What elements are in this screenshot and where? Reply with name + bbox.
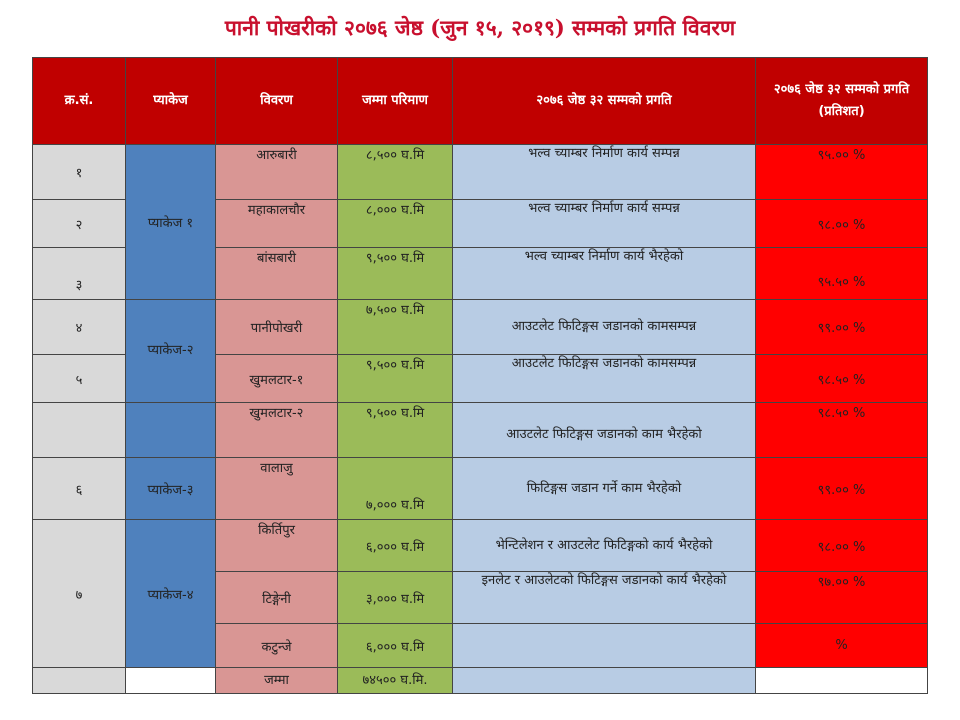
progress-cell: भेन्टिलेशन र आउटलेट फिटिङ्गको कार्य भैरहेको [453, 520, 756, 572]
table-row [33, 403, 928, 458]
quantity-cell: ८,००० घ.मि [338, 200, 453, 248]
sn-cell: ५ [33, 355, 126, 403]
quantity-cell: ७,५०० घ.मि [338, 300, 453, 355]
quantity-cell: ९,५०० घ.मि [338, 403, 453, 458]
percent-cell: ९५.५० % [756, 248, 928, 300]
sn-cell: २ [33, 200, 126, 248]
package-cell [126, 403, 216, 458]
progress-cell: भल्व च्याम्बर निर्माण कार्य सम्पन्न [453, 200, 756, 248]
quantity-cell: ८,५०० घ.मि [338, 145, 453, 200]
progress-cell: आउटलेट फिटिङ्गस जडानको कामसम्पन्न [453, 355, 756, 403]
quantity-cell: ९,५०० घ.मि [338, 355, 453, 403]
location-cell: महाकालचौर [216, 200, 338, 248]
location-cell: टिङ्गेनी [216, 572, 338, 624]
location-cell: वालाजु [216, 458, 338, 520]
sn-cell: ७ [33, 520, 126, 668]
quantity-cell: ७,००० घ.मि [338, 458, 453, 520]
sn-cell: ४ [33, 300, 126, 355]
package-cell: प्याकेज-३ [126, 458, 216, 520]
header-sn: क्र.सं. [33, 58, 126, 145]
header-package: प्याकेज [126, 58, 216, 145]
sn-cell: १ [33, 145, 126, 200]
progress-cell: भल्व च्याम्बर निर्माण कार्य भैरहेको [453, 248, 756, 300]
progress-table [32, 57, 928, 694]
percent-cell: ९८.०० % [756, 520, 928, 572]
progress-cell: आउटलेट फिटिङ्गस जडानको कामसम्पन्न [453, 300, 756, 355]
location-cell: पानीपोखरी [216, 300, 338, 355]
table-row [33, 520, 928, 572]
progress-cell [453, 668, 756, 694]
percent-cell: % [756, 624, 928, 668]
progress-cell: इनलेट र आउलेटको फिटिङ्गस जडानको कार्य भैरहेको [453, 572, 756, 624]
sn-cell: ६ [33, 458, 126, 520]
table-row [33, 458, 928, 520]
quantity-cell: ६,००० घ.मि [338, 520, 453, 572]
header-progress-percent: २०७६ जेष्ठ ३२ सम्मको प्रगति (प्रतिशत) [756, 58, 928, 145]
header-details: विवरण [216, 58, 338, 145]
table-row [33, 300, 928, 355]
sn-cell [33, 403, 126, 458]
percent-cell: ९८.५० % [756, 355, 928, 403]
package-cell: प्याकेज-२ [126, 300, 216, 403]
quantity-cell: ९,५०० घ.मि [338, 248, 453, 300]
total-row [33, 668, 928, 694]
progress-cell [453, 624, 756, 668]
location-cell: बांसबारी [216, 248, 338, 300]
progress-cell: आउटलेट फिटिङ्गस जडानको काम भैरहेको [453, 403, 756, 458]
location-cell: कटुन्जे [216, 624, 338, 668]
sn-cell [33, 668, 126, 694]
package-cell: प्याकेज १ [126, 145, 216, 300]
percent-cell: ९७.०० % [756, 572, 928, 624]
percent-cell: ९९.०० % [756, 458, 928, 520]
percent-cell: ९९.०० % [756, 300, 928, 355]
progress-cell: भल्व च्याम्बर निर्माण कार्य सम्पन्न [453, 145, 756, 200]
header-total-quantity: जम्मा परिमाण [338, 58, 453, 145]
location-cell: खुमलटार-१ [216, 355, 338, 403]
table-row [33, 145, 928, 200]
header-progress: २०७६ जेष्ठ ३२ सम्मको प्रगति [453, 58, 756, 145]
total-label-cell: जम्मा [216, 668, 338, 694]
location-cell: किर्तिपुर [216, 520, 338, 572]
total-quantity-cell: ७४५०० घ.मि. [338, 668, 453, 694]
percent-cell: ९८.०० % [756, 200, 928, 248]
percent-cell: ९८.५० % [756, 403, 928, 458]
percent-cell: ९५.०० % [756, 145, 928, 200]
location-cell: आरुबारी [216, 145, 338, 200]
package-cell: प्याकेज-४ [126, 520, 216, 668]
quantity-cell: ६,००० घ.मि [338, 624, 453, 668]
progress-cell: फिटिङ्गस जडान गर्ने काम भैरहेको [453, 458, 756, 520]
sn-cell: ३ [33, 248, 126, 300]
header-row [33, 58, 928, 145]
location-cell: खुमलटार-२ [216, 403, 338, 458]
package-cell [126, 668, 216, 694]
percent-cell [756, 668, 928, 694]
quantity-cell: ३,००० घ.मि [338, 572, 453, 624]
page-title: पानी पोखरीको २०७६ जेष्ठ (जुन १५, २०१९) सम्मको प्रगति विवरण [224, 15, 736, 40]
